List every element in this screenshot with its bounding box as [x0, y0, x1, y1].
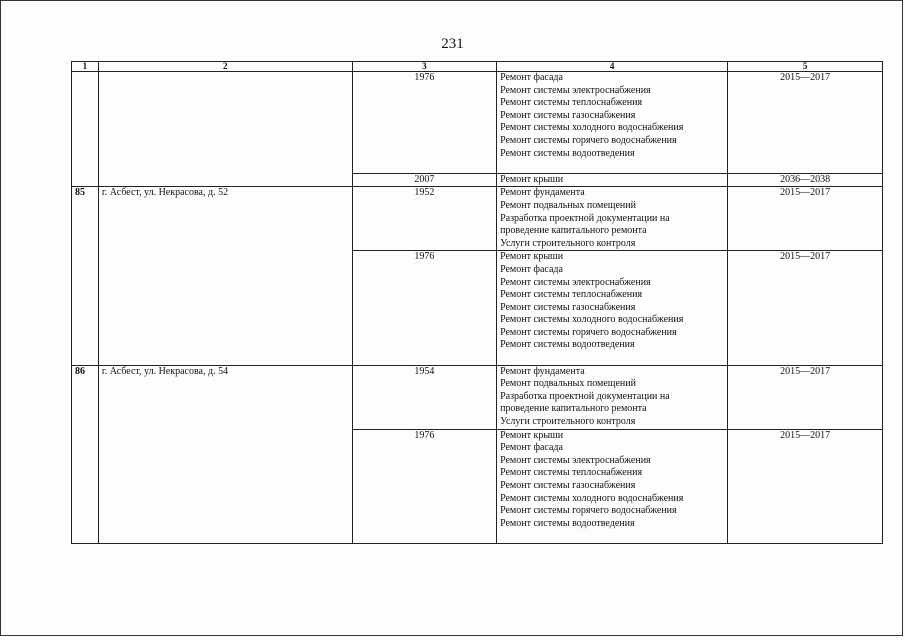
- repair-work-item: Ремонт системы электроснабжения: [500, 276, 651, 288]
- construction-year: 2007: [352, 173, 496, 187]
- entry-number: 85: [72, 187, 99, 365]
- table-row: [72, 187, 883, 251]
- repair-work-item: Ремонт системы горячего водоснабжения: [500, 134, 677, 146]
- header-col-3: 3: [352, 62, 496, 72]
- entry-address: г. Асбест, ул. Некрасова, д. 54: [98, 365, 352, 543]
- repair-period: 2015—2017: [728, 72, 883, 174]
- entry-address: [98, 72, 352, 187]
- blank-line: [500, 160, 724, 173]
- repair-work-item: Услуги строительного контроля: [500, 237, 636, 249]
- construction-year: 1952: [352, 187, 496, 251]
- repair-works: [497, 187, 728, 251]
- entry-address: г. Асбест, ул. Некрасова, д. 52: [98, 187, 352, 365]
- repair-work-item: Ремонт фундамента: [500, 187, 585, 199]
- header-col-2: 2: [98, 62, 352, 72]
- repair-work-item: Разработка проектной документации на: [500, 212, 670, 224]
- repair-works: [497, 72, 728, 174]
- entry-number: 86: [72, 365, 99, 543]
- repair-work-item: Ремонт фасада: [500, 72, 563, 83]
- repair-work-item: Ремонт системы электроснабжения: [500, 84, 651, 96]
- repair-works: [497, 173, 728, 187]
- repair-schedule-table: [71, 61, 883, 544]
- repair-work-item: Ремонт фундамента: [500, 365, 585, 377]
- entry-number: [72, 72, 99, 187]
- repair-work-item: Ремонт системы горячего водоснабжения: [500, 326, 677, 338]
- repair-work-item: Ремонт системы холодного водоснабжения: [500, 122, 684, 134]
- header-row: [72, 62, 883, 72]
- repair-work-item: Ремонт системы водоотведения: [500, 147, 635, 159]
- construction-year: 1976: [352, 72, 496, 174]
- repair-work-item: Ремонт крыши: [500, 251, 564, 263]
- repair-works: [497, 429, 728, 543]
- construction-year: 1954: [352, 365, 496, 429]
- repair-work-item: Ремонт фасада: [500, 263, 563, 275]
- repair-work-item: Ремонт подвальных помещений: [500, 199, 636, 211]
- repair-work-item: Ремонт системы электроснабжения: [500, 454, 651, 466]
- repair-work-item: Разработка проектной документации на: [500, 390, 670, 402]
- repair-work-item: Ремонт системы водоотведения: [500, 339, 635, 351]
- repair-period: 2036—2038: [728, 173, 883, 187]
- header-col-1: 1: [72, 62, 99, 72]
- table-row: [72, 72, 883, 174]
- repair-work-item: Ремонт крыши: [500, 173, 564, 185]
- repair-work-item: проведение капитального ремонта: [500, 225, 647, 237]
- repair-work-item: Ремонт системы газоснабжения: [500, 480, 636, 491]
- repair-work-item: Ремонт подвальных помещений: [500, 378, 636, 390]
- repair-work-item: Ремонт фасада: [500, 442, 563, 454]
- repair-work-item: Ремонт крыши: [500, 429, 564, 441]
- repair-period: 2015—2017: [728, 187, 883, 251]
- construction-year: 1976: [352, 251, 496, 365]
- table-body: [72, 72, 883, 544]
- repair-period: 2015—2017: [728, 429, 883, 543]
- repair-work-item: Услуги строительного контроля: [500, 416, 636, 428]
- repair-work-item: Ремонт системы теплоснабжения: [500, 467, 643, 479]
- table-row: [72, 365, 883, 429]
- repair-work-item: Ремонт системы теплоснабжения: [500, 289, 643, 301]
- repair-period: 2015—2017: [728, 365, 883, 429]
- repair-period: 2015—2017: [728, 251, 883, 365]
- construction-year: 1976: [352, 429, 496, 543]
- page-number: 231: [441, 36, 464, 52]
- repair-work-item: Ремонт системы теплоснабжения: [500, 97, 643, 109]
- repair-works: [497, 251, 728, 365]
- repair-work-item: Ремонт системы горячего водоснабжения: [500, 505, 677, 517]
- repair-work-item: Ремонт системы холодного водоснабжения: [500, 492, 684, 504]
- repair-works: [497, 365, 728, 429]
- blank-line: [500, 352, 724, 365]
- repair-work-item: Ремонт системы газоснабжения: [500, 301, 636, 313]
- header-col-4: 4: [497, 62, 728, 72]
- repair-work-item: Ремонт системы холодного водоснабжения: [500, 314, 684, 326]
- blank-line: [500, 530, 724, 543]
- repair-work-item: Ремонт системы водоотведения: [500, 517, 635, 529]
- repair-work-item: Ремонт системы газоснабжения: [500, 109, 636, 121]
- header-col-5: 5: [728, 62, 883, 72]
- repair-work-item: проведение капитального ремонта: [500, 403, 647, 415]
